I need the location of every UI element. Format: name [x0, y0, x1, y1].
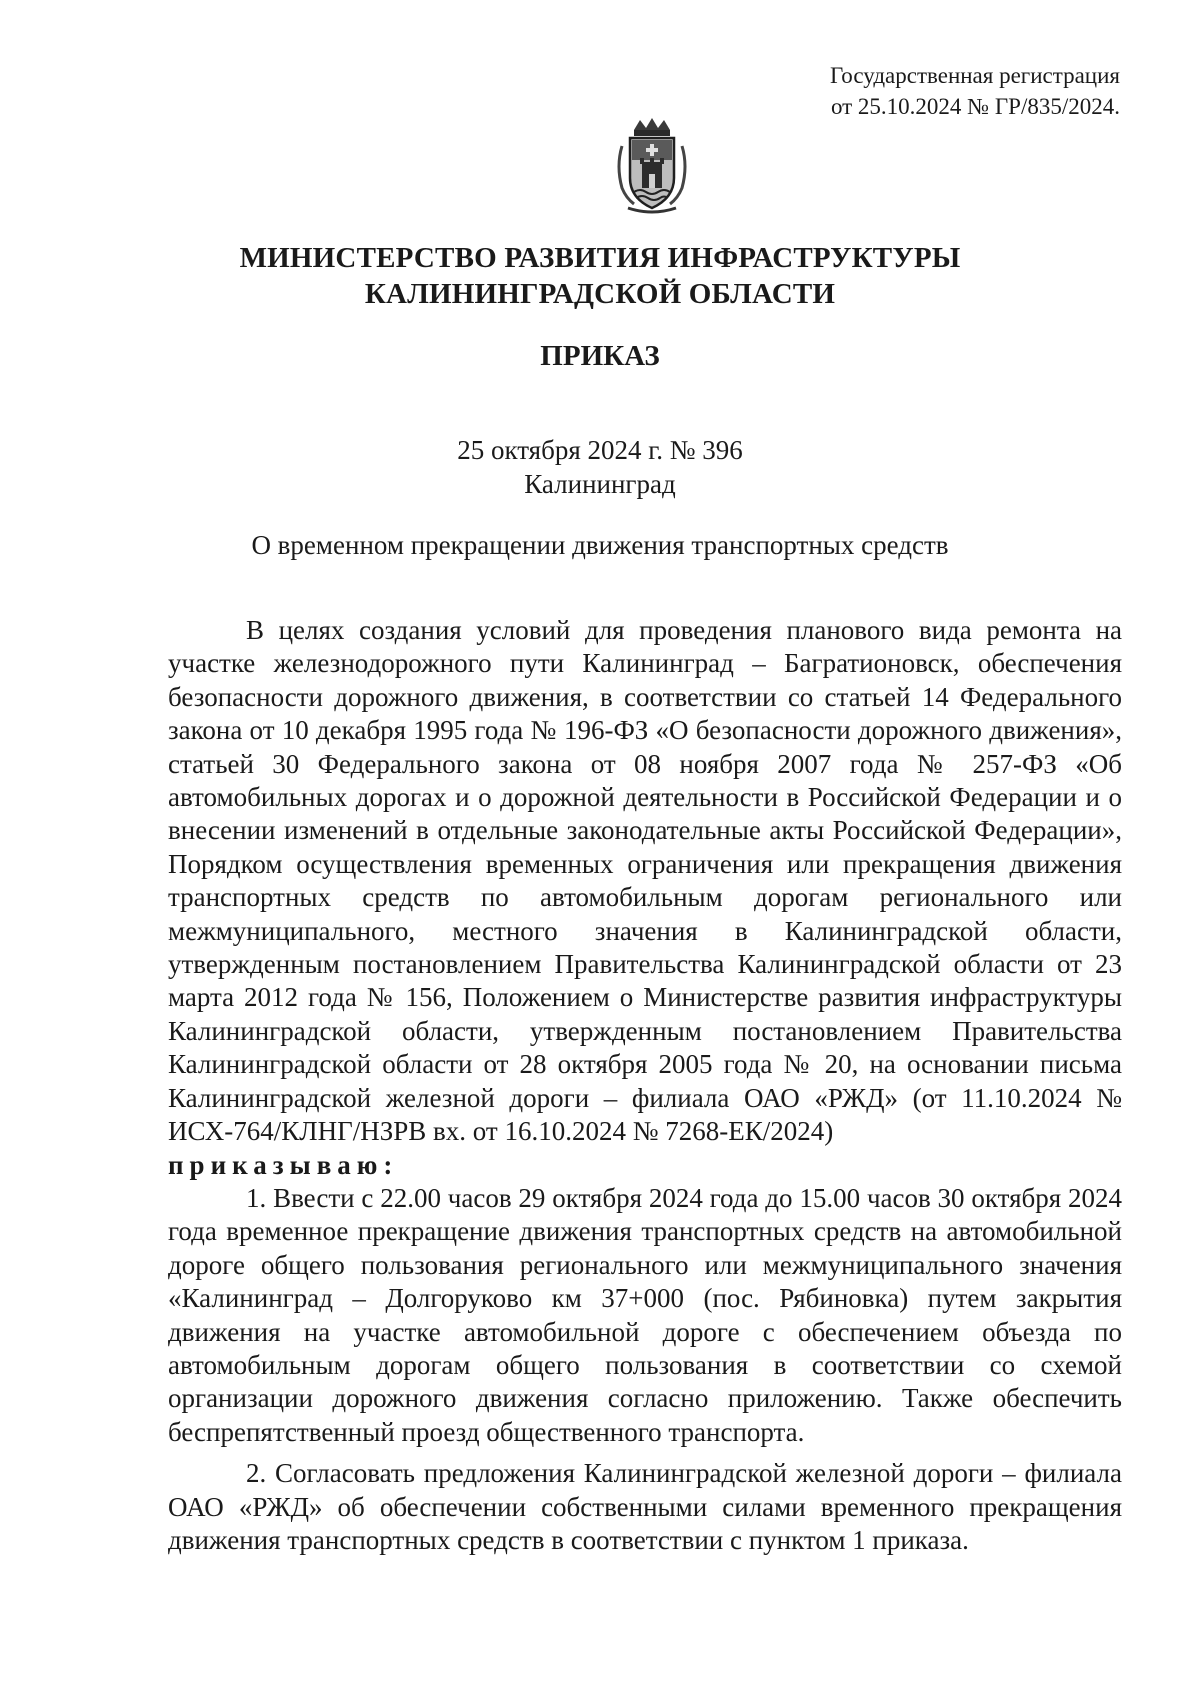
coat-of-arms-icon: [612, 116, 692, 216]
order-word: приказываю:: [168, 1149, 399, 1180]
order-item-1: 1. Ввести с 22.00 часов 29 октября 2024 года до 15.00 часов 30 октября 2024 года временное прекращение движения транспортных средств на автомобильной дороге общего пользования регионального или межмуниципального значения «Калининград – Долгоруково км 37+000 (пос. Рябиновка) путем закрытия движения на участке автомобильной дороге с обеспечением объезда по автомобильным дорогам общего пользования в соответствии со схемой организации дорожного движения согласно приложению. Также обеспечить беспрепятственный проезд общественного транспорта.: [168, 1182, 1122, 1447]
date-and-number: 25 октября 2024 г. № 396: [457, 435, 743, 465]
registration-line-2: от 25.10.2024 № ГР/835/2024.: [830, 94, 1120, 119]
ministry-name-line-1: МИНИСТЕРСТВО РАЗВИТИЯ ИНФРАСТРУКТУРЫ: [239, 242, 961, 274]
order-item-2: 2. Согласовать предложения Калининградской железной дороги – филиала ОАО «РЖД» об обеспечении собственными силами временного прекращения движения транспортных средств в соответствии с пунктом 1 приказа.: [168, 1458, 1122, 1555]
document-type: ПРИКАЗ: [540, 340, 660, 372]
city: Калининград: [524, 469, 676, 499]
registration-line-1: Государственная регистрация: [830, 63, 1120, 88]
preamble-paragraph: В целях создания условий для проведения планового вида ремонта на участке железнодорожного пути Калининград – Багратионовск, обеспечения безопасности дорожного движения, в соответствии со статьей 14 Федерального закона от 10 декабря 1995 года № 196-ФЗ «О безопасности дорожного движения», статьей 30 Федерального закона от 08 ноября 2007 года № 257-ФЗ «Об автомобильных дорогах и о дорожной деятельности в Российской Федерации и о внесении изменений в отдельные законодательные акты Российской Федерации», Порядком осуществления временных ограничения или прекращения движения транспортных средств по автомобильным дорогам регионального или межмуниципального, местного значения в Калининградской области, утвержденным постановлением Правительства Калининградской области от 23 марта 2012 года № 156, Положением о Министерстве развития инфраструктуры Калининградской области, утвержденным постановлением Правительства Калининградской области от 28 октября 2005 года № 20, на основании письма Калининградской железной дороги – филиала ОАО «РЖД» (от 11.10.2024 № ИСХ-764/КЛНГ/НЗРВ вх. от 16.10.2024 № 7268-ЕК/2024): [168, 615, 1122, 1147]
document-subject: О временном прекращении движения транспортных средств: [251, 530, 949, 560]
document-body: [168, 614, 1122, 1557]
registration-stamp: [830, 60, 1120, 122]
ministry-name: [0, 240, 1200, 312]
ministry-name-line-2: КАЛИНИНГРАДСКОЙ ОБЛАСТИ: [364, 278, 836, 310]
